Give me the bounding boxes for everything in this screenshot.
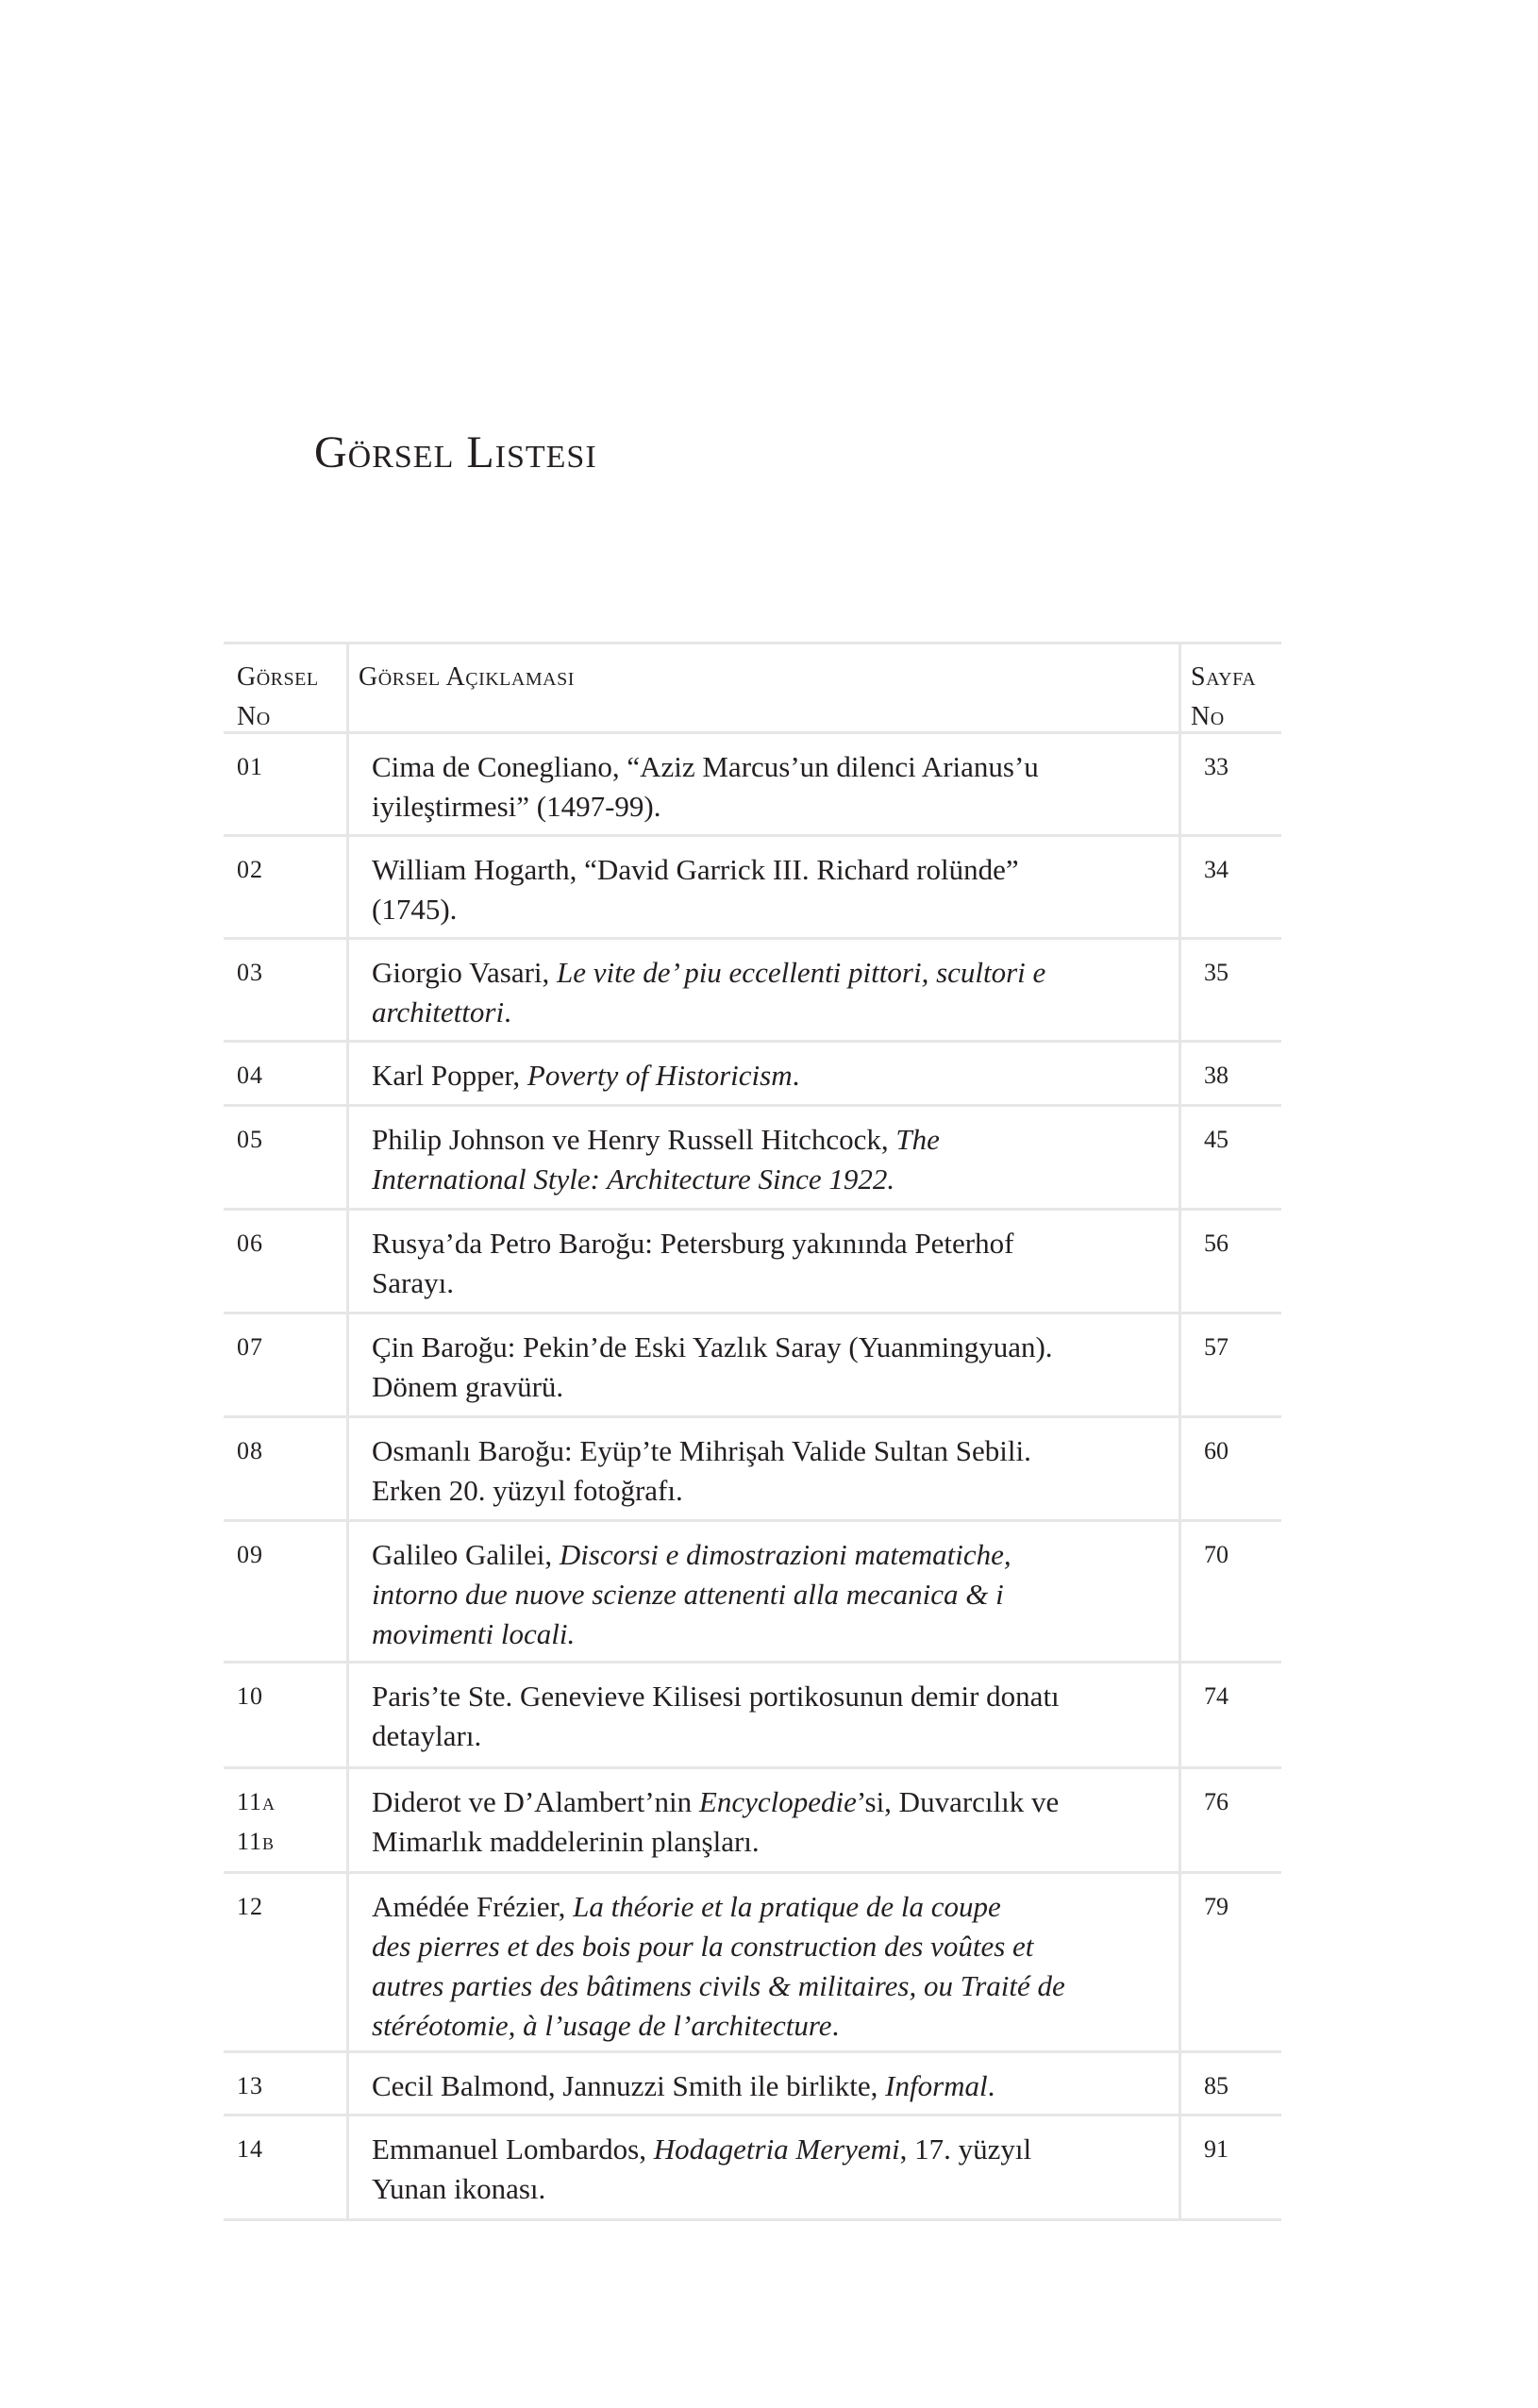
description-line	[372, 1471, 1165, 1511]
page-number-value: 34	[1204, 856, 1229, 883]
description-italic-segment: Informal	[885, 2069, 988, 2102]
description-italic-segment: Hodagetria Meryemi	[653, 2132, 900, 2166]
figure-number-value: 08	[237, 1437, 263, 1464]
table-row	[224, 1769, 1281, 1874]
figure-description	[346, 1664, 1181, 1766]
figure-description	[346, 1107, 1181, 1208]
description-line	[372, 1056, 1165, 1095]
description-segment: detayları.	[372, 1719, 482, 1752]
page-number	[1181, 1043, 1281, 1104]
figure-number-value: 12	[237, 1893, 263, 1920]
page-number	[1181, 1769, 1281, 1871]
description-segment: Diderot ve D’Alambert’nin	[372, 1785, 699, 1818]
page-number	[1181, 1522, 1281, 1661]
description-line	[372, 2169, 1165, 2209]
figure-description	[346, 1769, 1181, 1871]
description-line	[372, 747, 1165, 787]
table-row	[224, 940, 1281, 1043]
figure-description	[346, 1522, 1181, 1661]
description-segment: Erken 20. yüzyıl fotoğrafı.	[372, 1474, 683, 1507]
description-segment: (1745).	[372, 893, 458, 926]
description-italic-segment: La théorie et la pratique de la coupe	[573, 1890, 1001, 1923]
figure-number	[224, 1418, 346, 1519]
description-line	[372, 1677, 1165, 1716]
table-row	[224, 2053, 1281, 2116]
page-number-value: 45	[1204, 1126, 1229, 1153]
description-line	[372, 1782, 1165, 1822]
description-italic-segment: Poverty of Historicism	[527, 1059, 793, 1092]
figure-number-value: 02	[237, 856, 263, 883]
description-line	[372, 953, 1165, 993]
figure-number-value: 07	[237, 1333, 263, 1361]
header-figure-number	[224, 644, 346, 731]
page-number	[1181, 1664, 1281, 1766]
table-row	[224, 1874, 1281, 2053]
header-page-number-line2: No	[1191, 702, 1225, 731]
description-segment: Yunan ikonası.	[372, 2172, 546, 2205]
table-row	[224, 734, 1281, 837]
figure-number	[224, 1314, 346, 1415]
page-number-value: 35	[1204, 959, 1229, 986]
figure-number	[224, 1043, 346, 1104]
figure-description	[346, 1211, 1181, 1312]
description-line	[372, 890, 1165, 929]
description-line	[372, 1160, 1165, 1199]
figure-number	[224, 2116, 346, 2218]
description-italic-segment: autres parties des bâtimens civils & militaires, ou Traité de	[372, 1969, 1065, 2002]
description-segment: Emmanuel Lombardos,	[372, 2132, 654, 2166]
description-italic-segment: movimenti locali.	[372, 1617, 576, 1650]
figure-number-value: 04	[237, 1062, 263, 1089]
figure-description	[346, 940, 1181, 1040]
description-italic-segment: architettori	[372, 995, 505, 1028]
description-line	[372, 1224, 1165, 1263]
description-italic-segment: stéréotomie, à l’usage de l’architecture	[372, 2009, 832, 2042]
page-number	[1181, 1314, 1281, 1415]
table-row	[224, 2116, 1281, 2221]
header-page-number	[1181, 644, 1281, 731]
description-line	[372, 1887, 1165, 1927]
page-number	[1181, 1418, 1281, 1519]
page-number	[1181, 2053, 1281, 2114]
description-segment: , 17. yüzyıl	[899, 2132, 1032, 2166]
description-line	[372, 1431, 1165, 1471]
description-italic-segment: International Style: Architecture Since 1922.	[372, 1162, 895, 1196]
figure-number-value: 03	[237, 959, 263, 986]
figure-description	[346, 1314, 1181, 1415]
page-number-value: 57	[1204, 1333, 1229, 1361]
figure-description	[346, 2053, 1181, 2114]
description-italic-segment: The	[895, 1123, 940, 1156]
page-number-value: 91	[1204, 2135, 1229, 2163]
description-segment: Karl Popper,	[372, 1059, 527, 1092]
figure-number-value: 05	[237, 1126, 263, 1153]
figure-description	[346, 2116, 1181, 2218]
description-line	[372, 1367, 1165, 1407]
page-number-value: 56	[1204, 1229, 1229, 1257]
description-line	[372, 787, 1165, 827]
figure-number-value: 13	[237, 2072, 263, 2099]
header-figure-number-line1: Görsel	[237, 662, 319, 692]
description-segment: .	[831, 2009, 840, 2042]
description-italic-segment: Encyclopedie	[698, 1785, 857, 1818]
page-number	[1181, 1211, 1281, 1312]
description-italic-segment: intorno due nuove scienze attenenti alla mecanica & i	[372, 1578, 1004, 1611]
description-segment: Sarayı.	[372, 1266, 454, 1299]
figure-number	[224, 940, 346, 1040]
page-number-value: 85	[1204, 2072, 1229, 2099]
figure-number	[224, 1664, 346, 1766]
figure-list-table	[224, 642, 1281, 2221]
page-number-value: 79	[1204, 1893, 1229, 1920]
description-line	[372, 1575, 1165, 1614]
description-segment: ’si, Duvarcılık ve	[856, 1785, 1060, 1818]
page-number	[1181, 1107, 1281, 1208]
description-italic-segment: Le vite de’ piu eccellenti pittori, scultori e	[557, 956, 1046, 989]
page-number	[1181, 2116, 1281, 2218]
table-row	[224, 1107, 1281, 1211]
page-number-value: 74	[1204, 1682, 1229, 1710]
description-segment: Rusya’da Petro Baroğu: Petersburg yakınında Peterhof	[372, 1227, 1014, 1260]
figure-number	[224, 734, 346, 834]
description-line	[372, 1263, 1165, 1303]
figure-description	[346, 837, 1181, 937]
description-italic-segment: des pierres et des bois pour la construction des voûtes et	[372, 1930, 1034, 1963]
description-segment: Cecil Balmond, Jannuzzi Smith ile birlikte,	[372, 2069, 886, 2102]
table-row	[224, 1043, 1281, 1107]
table-body	[224, 734, 1281, 2221]
figure-number-value: 11a	[237, 1788, 276, 1815]
figure-description	[346, 1874, 1181, 2050]
description-line	[372, 1614, 1165, 1654]
table-header-row	[224, 644, 1281, 734]
table-row	[224, 1314, 1281, 1418]
description-line	[372, 2130, 1165, 2169]
figure-number	[224, 1769, 346, 1871]
figure-number-value: 09	[237, 1541, 263, 1568]
page-number-value: 76	[1204, 1788, 1229, 1815]
description-line	[372, 1535, 1165, 1575]
description-line	[372, 1716, 1165, 1756]
header-figure-number-line2: No	[237, 702, 271, 731]
page-title: Görsel Listesi	[314, 427, 597, 477]
table-row	[224, 1522, 1281, 1664]
description-line	[372, 850, 1165, 890]
page-number-value: 38	[1204, 1062, 1229, 1089]
figure-description	[346, 734, 1181, 834]
description-segment: William Hogarth, “David Garrick III. Richard rolünde”	[372, 853, 1019, 886]
description-segment: Dönem gravürü.	[372, 1370, 564, 1403]
table-row	[224, 1418, 1281, 1522]
page-number	[1181, 1874, 1281, 2050]
description-segment: Paris’te Ste. Genevieve Kilisesi portikosunun demir donatı	[372, 1680, 1060, 1713]
figure-number	[224, 837, 346, 937]
description-line	[372, 1822, 1165, 1862]
header-description-label: Görsel Açıklaması	[359, 662, 575, 692]
figure-number	[224, 1211, 346, 1312]
description-segment: iyileştirmesi” (1497-99).	[372, 790, 661, 823]
description-line	[372, 2006, 1165, 2046]
description-line	[372, 1966, 1165, 2006]
figure-number-value: 14	[237, 2135, 263, 2163]
table-row	[224, 1211, 1281, 1314]
description-segment: .	[987, 2069, 995, 2102]
description-segment: Galileo Galilei,	[372, 1538, 560, 1571]
figure-description	[346, 1418, 1181, 1519]
figure-number	[224, 1107, 346, 1208]
figure-number-value: 01	[237, 753, 263, 780]
description-segment: .	[504, 995, 511, 1028]
description-line	[372, 1927, 1165, 1966]
description-segment: .	[792, 1059, 800, 1092]
description-segment: Çin Baroğu: Pekin’de Eski Yazlık Saray (Yuanmingyuan).	[372, 1330, 1053, 1363]
page-number-value: 60	[1204, 1437, 1229, 1464]
description-italic-segment: Discorsi e dimostrazioni matematiche,	[559, 1538, 1011, 1571]
page-number-value: 70	[1204, 1541, 1229, 1568]
description-segment: Amédée Frézier,	[372, 1890, 574, 1923]
description-line	[372, 1328, 1165, 1367]
table-row	[224, 1664, 1281, 1769]
description-line	[372, 2066, 1165, 2106]
figure-number	[224, 2053, 346, 2114]
figure-number-value: 06	[237, 1229, 263, 1257]
table-row	[224, 837, 1281, 940]
figure-number-value: 10	[237, 1682, 263, 1710]
figure-number	[224, 1522, 346, 1661]
description-segment: Mimarlık maddelerinin planşları.	[372, 1825, 760, 1858]
description-line	[372, 993, 1165, 1032]
page-number-value: 33	[1204, 753, 1229, 780]
description-segment: Philip Johnson ve Henry Russell Hitchcock,	[372, 1123, 896, 1156]
description-line	[372, 1120, 1165, 1160]
description-segment: Cima de Conegliano, “Aziz Marcus’un dilenci Arianus’u	[372, 750, 1039, 783]
header-description	[346, 644, 1181, 731]
page-number	[1181, 734, 1281, 834]
figure-number-value-secondary: 11b	[237, 1828, 276, 1855]
figure-number	[224, 1874, 346, 2050]
figure-description	[346, 1043, 1181, 1104]
description-segment: Giorgio Vasari,	[372, 956, 558, 989]
page-number	[1181, 837, 1281, 937]
description-segment: Osmanlı Baroğu: Eyüp’te Mihrişah Valide Sultan Sebili.	[372, 1434, 1031, 1467]
header-page-number-line1: Sayfa	[1191, 662, 1257, 692]
page-number	[1181, 940, 1281, 1040]
